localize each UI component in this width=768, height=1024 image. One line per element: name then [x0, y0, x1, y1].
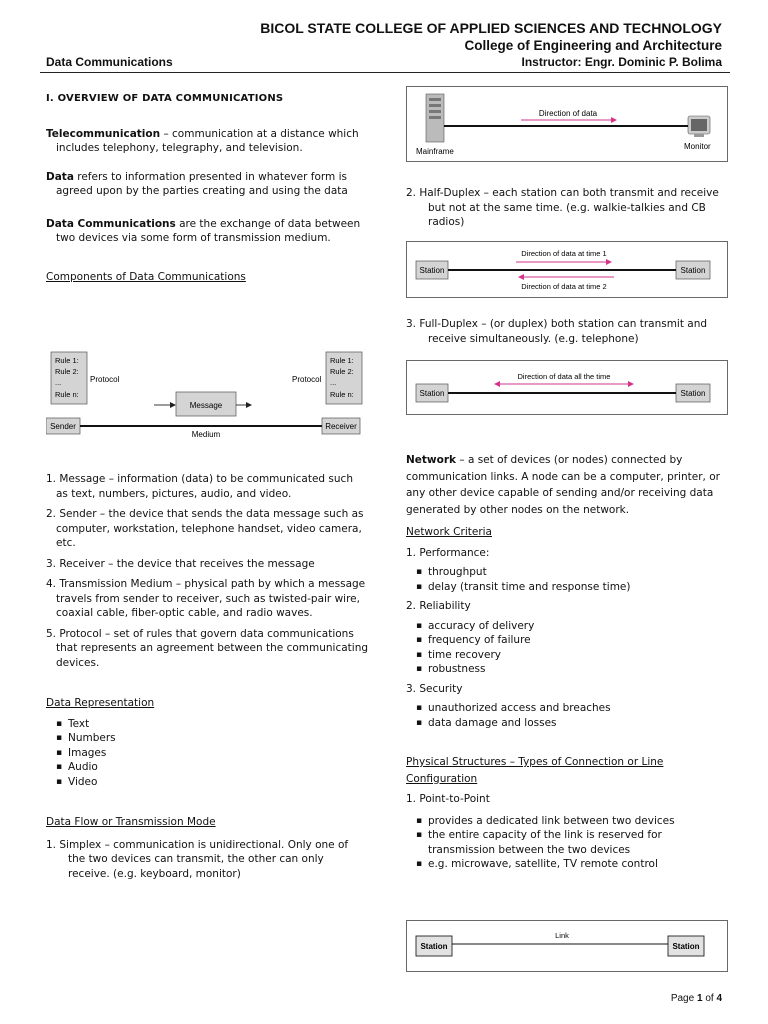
components-heading: Components of Data Communications	[46, 270, 246, 283]
link-label: Link	[555, 931, 569, 940]
datacomm-definition	[46, 217, 368, 246]
page-total: 4	[716, 993, 722, 1004]
list-item: ▪ data damage and losses	[428, 716, 728, 731]
rule-dots: ...	[55, 378, 62, 387]
institution-name: BICOL STATE COLLEGE OF APPLIED SCIENCES AND TECHNOLOGY	[260, 20, 722, 36]
college-name: College of Engineering and Architecture	[464, 38, 722, 53]
telecom-term: Telecommunication	[46, 127, 161, 140]
instructor-name: Instructor: Engr. Dominic P. Bolima	[521, 55, 722, 69]
component-item: 3. Receiver – the device that receives the message	[46, 557, 315, 570]
list-item: ▪ the entire capacity of the link is reserved for transmission between the two devices	[428, 828, 728, 857]
component-item: 2. Sender – the device that sends the data message such as computer, workstation, telephone handset, video camera, etc.	[46, 508, 364, 549]
representation-list	[46, 717, 368, 790]
full-duplex-diagram	[406, 360, 728, 415]
full-duplex-text: 3. Full-Duplex – (or duplex) both station can transmit and receive simultaneously. (e.g. telephone)	[406, 318, 708, 345]
course-title: Data Communications	[46, 55, 173, 69]
simplex-diagram	[406, 86, 728, 162]
medium-label: Medium	[191, 430, 221, 439]
protocol-label-right: Protocol	[292, 375, 322, 384]
rule-n: Rule n:	[330, 390, 354, 399]
rule-dots: ...	[330, 378, 337, 387]
component-item: 5. Protocol – set of rules that govern data communications that represents an agreement between the communicating devices.	[46, 627, 369, 669]
list-item: ▪ robustness	[428, 662, 728, 677]
receiver-label: Receiver	[325, 422, 357, 431]
component-item: 4. Transmission Medium – physical path by which a message travels from sender to receiver, such as twisted-pair wire, coaxial cable, fiber-optic cable, and radio waves.	[46, 578, 366, 619]
page-of: of	[705, 993, 714, 1004]
station-label-left: Station	[419, 266, 445, 275]
data-text: refers to information presented in whatever form is agreed upon by the parties creating and using the data	[56, 170, 348, 197]
rule-n: Rule n:	[55, 390, 79, 399]
rule-1: Rule 1:	[55, 356, 79, 365]
mainframe-icon	[426, 94, 444, 142]
list-item: ▪ Numbers	[68, 731, 368, 746]
station-label-right: Station	[672, 942, 700, 951]
flow-heading: Data Flow or Transmission Mode	[46, 816, 216, 828]
half-duplex-text: 2. Half-Duplex – each station can both transmit and receive but not at the same time. (e.g. walkie-talkies and CB radios)	[406, 187, 719, 228]
half-duplex-diagram	[406, 241, 728, 298]
security-list	[406, 701, 728, 730]
rule-2: Rule 2:	[55, 367, 79, 376]
rule-2: Rule 2:	[330, 367, 354, 376]
station-label-right: Station	[680, 389, 706, 398]
data-term: Data	[46, 170, 74, 183]
direction-label: Direction of data all the time	[517, 372, 611, 381]
station-label-left: Station	[420, 942, 448, 951]
station-label-right: Station	[680, 266, 706, 275]
station-label-left: Station	[419, 389, 445, 398]
receiver-rules-box	[326, 352, 362, 404]
list-item: ▪ Audio	[68, 760, 368, 775]
list-item: ▪ Video	[68, 775, 368, 790]
list-item: ▪ throughput	[428, 565, 728, 580]
list-item: ▪ unauthorized access and breaches	[428, 701, 728, 716]
list-item: ▪ Images	[68, 746, 368, 761]
p2p-list	[406, 814, 728, 872]
list-item: ▪ Text	[68, 717, 368, 732]
list-item: ▪ time recovery	[428, 648, 728, 663]
security-label: 3. Security	[406, 682, 463, 695]
component-item: 1. Message – information (data) to be communicated such as text, numbers, pictures, audio, and video.	[46, 473, 353, 500]
simplex-text: 1. Simplex – communication is unidirectional. Only one of the two devices can transmit, the other can only receive. (e.g. keyboard, monitor)	[46, 838, 349, 880]
components-diagram	[46, 350, 366, 442]
data-definition	[46, 170, 368, 199]
list-item: ▪ e.g. microwave, satellite, TV remote control	[428, 857, 728, 872]
list-item: ▪ frequency of failure	[428, 633, 728, 648]
performance-list	[406, 565, 728, 594]
page-number	[671, 993, 722, 1004]
half-duplex-block	[406, 186, 728, 230]
list-item: ▪ accuracy of delivery	[428, 619, 728, 634]
datacomm-text: are the exchange of data between two devices via some form of transmission medium.	[56, 217, 361, 244]
right-column-lower	[406, 452, 728, 872]
network-definition	[406, 452, 728, 518]
protocol-label-left: Protocol	[90, 375, 120, 384]
telecom-definition	[46, 127, 368, 156]
rule-1: Rule 1:	[330, 356, 354, 365]
p2p-label: 1. Point-to-Point	[406, 793, 490, 805]
list-item: ▪ provides a dedicated link between two devices	[428, 814, 728, 829]
criteria-heading: Network Criteria	[406, 526, 492, 538]
physical-structures-heading: Physical Structures – Types of Connection or Line Configuration	[406, 756, 664, 785]
section-title: I. OVERVIEW OF DATA COMMUNICATIONS	[46, 93, 284, 104]
left-column-lower	[46, 472, 368, 881]
performance-label: 1. Performance:	[406, 546, 490, 559]
reliability-list	[406, 619, 728, 677]
mainframe-label: Mainframe	[416, 147, 454, 156]
representation-heading: Data Representation	[46, 697, 155, 709]
sender-rules-box	[51, 352, 87, 404]
direction-label: Direction of data	[538, 109, 598, 118]
list-item: ▪ delay (transit time and response time)	[428, 580, 728, 595]
sender-label: Sender	[50, 422, 76, 431]
page-label: Page	[670, 993, 695, 1004]
monitor-label: Monitor	[684, 142, 711, 151]
page-current: 1	[696, 993, 703, 1004]
reliability-label: 2. Reliability	[406, 600, 471, 612]
header-divider	[40, 72, 730, 73]
monitor-icon	[688, 116, 710, 137]
point-to-point-diagram	[406, 920, 728, 972]
message-label: Message	[189, 401, 223, 410]
direction-label-time1: Direction of data at time 1	[521, 249, 607, 258]
full-duplex-block	[406, 317, 728, 346]
telecom-text: – communication at a distance which includes telephony, telegraphy, and television.	[56, 127, 359, 154]
left-column	[46, 92, 368, 284]
direction-label-time2: Direction of data at time 2	[521, 282, 607, 291]
datacomm-term: Data Communications	[46, 217, 176, 230]
network-term: Network	[406, 454, 457, 466]
network-text: – a set of devices (or nodes) connected by communication links. A node can be a computer, printer, or any other device capable of sending and/or receiving data generated by other nodes on the network.	[406, 454, 720, 516]
